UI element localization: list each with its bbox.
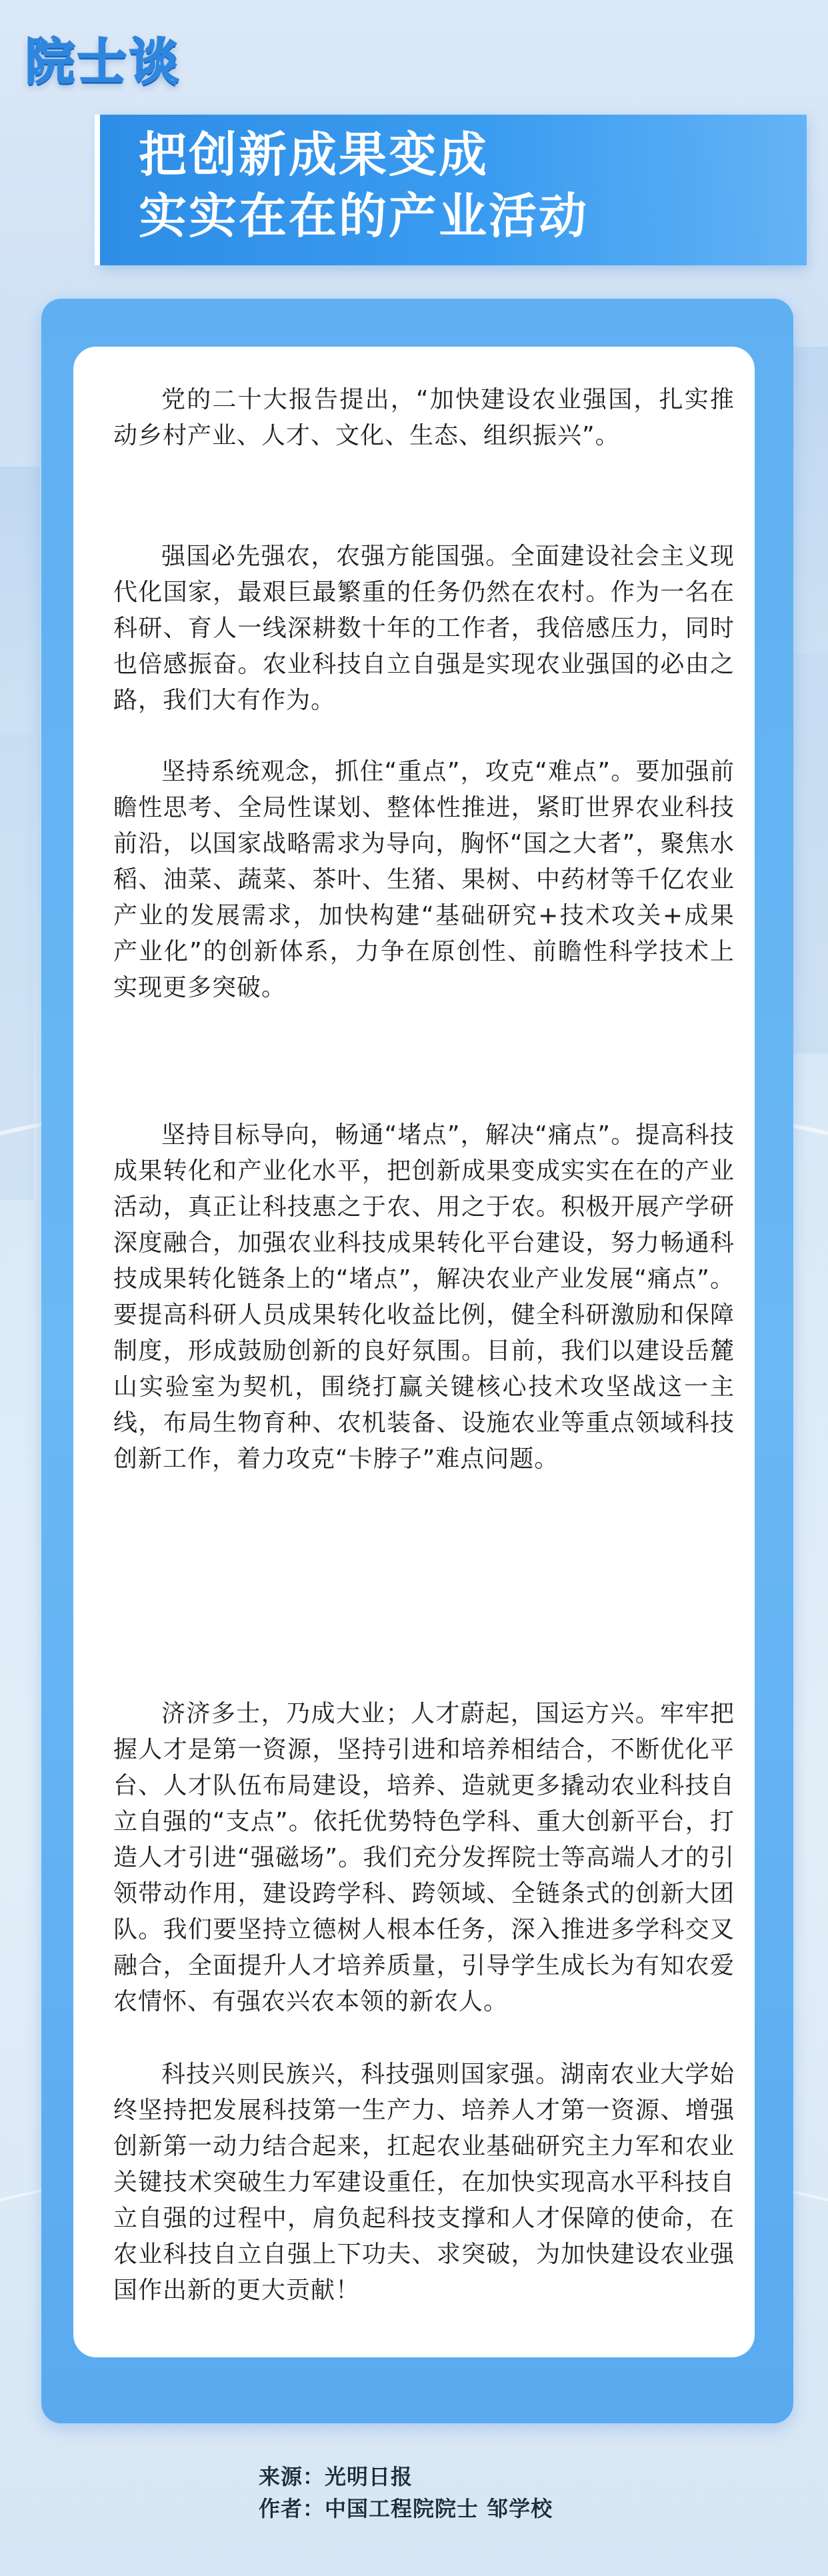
article-paragraph-5: 济济多士，乃成大业；人才蔚起，国运方兴。牢牢把握人才是第一资源，坚持引进和培养相结合，不断优化平台、人才队伍布局建设，培养、造就更多撬动农业科技自立自强的“支点”。依托优势特色学科、重大创新平台，打造人才引进“强磁场”。我们充分发挥院士等高端人才的引领带动作用，建设跨学科、跨领域、全链条式的创新大团队。我们要坚持立德树人根本任务，深入推进多学科交叉融合，全面提升人才培养质量，引导学生成长为有知农爱农情怀、有强农兴农本领的新农人。 [113, 1700, 735, 2015]
brand-logo-text: 院士谈 [25, 33, 181, 91]
article-paragraph-3: 坚持系统观念，抓住“重点”，攻克“难点”。要加强前瞻性思考、全局性谋划、整体性推进，紧盯世界农业科技前沿，以国家战略需求为导向，胸怀“国之大者”，聚焦水稻、油菜、蔬菜、茶叶、生猪、果树、中药材等千亿农业产业的发展需求，加快构建“基础研究+技术攻关+成果产业化”的创新体系，力争在原创性、前瞻性科学技术上实现更多突破。 [113, 758, 735, 1001]
headline-banner [100, 115, 807, 265]
headline-line-2: 实实在在的产业活动 [139, 188, 589, 244]
headline-line-1: 把创新成果变成 [139, 127, 489, 183]
headline-accent-bar [95, 115, 100, 265]
article-paragraph-1: 党的二十大报告提出，“加快建设农业强国，扎实推动乡村产业、人才、文化、生态、组织振兴”。 [113, 386, 735, 449]
article-paragraph-2: 强国必先强农，农强方能国强。全面建设社会主义现代化国家，最艰巨最繁重的任务仍然在农村。作为一名在科研、育人一线深耕数十年的工作者，我倍感压力，同时也倍感振奋。农业科技自立自强是实现农业强国的必由之路，我们大有作为。 [113, 543, 735, 714]
article-paragraph-4: 坚持目标导向，畅通“堵点”，解决“痛点”。提高科技成果转化和产业化水平，把创新成果变成实实在在的产业活动，真正让科技惠之于农、用之于农。积极开展产学研深度融合，加强农业科技成果转化平台建设，努力畅通科技成果转化链条上的“堵点”，解决农业产业发展“痛点”。要提高科研人员成果转化收益比例，健全科研激励和保障制度，形成鼓励创新的良好氛围。目前，我们以建设岳麓山实验室为契机，围绕打赢关键核心技术攻坚战这一主线，布局生物育种、农机装备、设施农业等重点领域科技创新工作，着力攻克“卡脖子”难点问题。 [113, 1121, 735, 1473]
author-credit: 作者：中国工程院院士 邹学校 [259, 2496, 553, 2521]
article-paragraph-6: 科技兴则民族兴，科技强则国家强。湖南农业大学始终坚持把发展科技第一生产力、培养人才第一资源、增强创新第一动力结合起来，扛起农业基础研究主力军和农业关键技术突破生力军建设重任，在加快实现高水平科技自立自强的过程中，肩负起科技支撑和人才保障的使命，在农业科技自立自强上下功夫、求突破，为加快建设农业强国作出新的更大贡献！ [113, 2061, 735, 2304]
source-credit: 来源：光明日报 [259, 2464, 413, 2489]
